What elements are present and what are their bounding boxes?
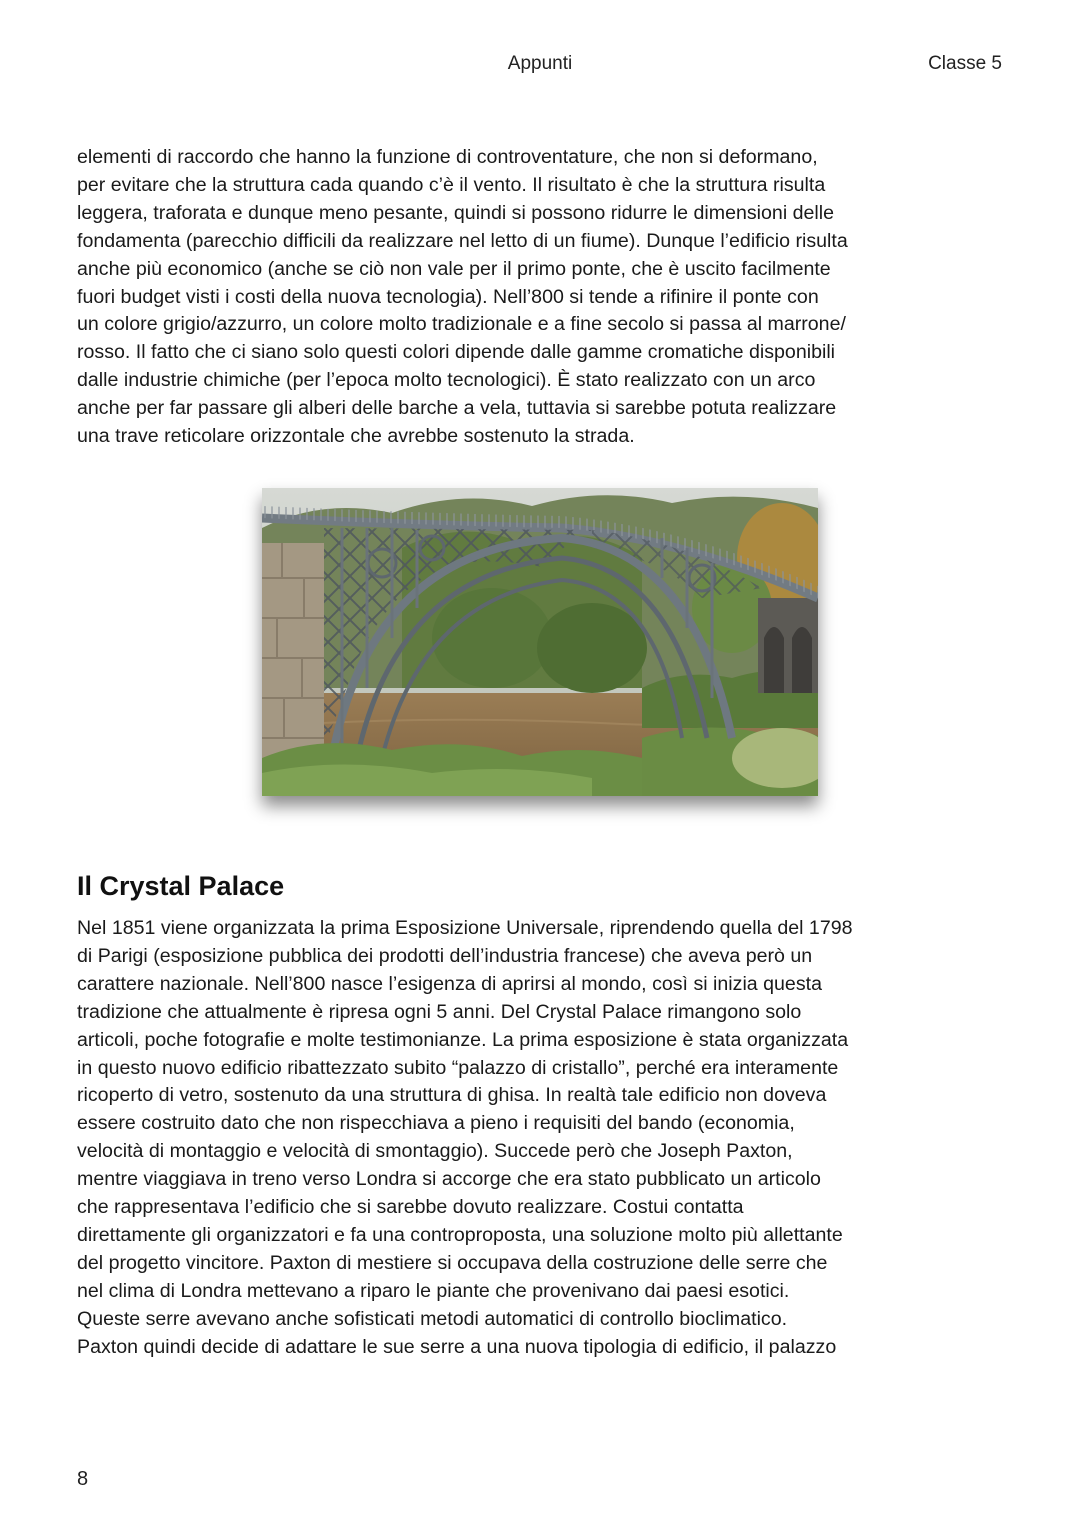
paragraph-bridge bbox=[77, 144, 1007, 451]
text-line: Queste serre avevano anche sofisticati metodi automatici di controllo bioclimatico. bbox=[77, 1307, 788, 1330]
page-number: 8 bbox=[77, 1468, 89, 1490]
header-title: Appunti bbox=[507, 53, 573, 74]
section-title: Il Crystal Palace bbox=[77, 871, 285, 901]
text-line: Paxton quindi decide di adattare le sue serre a una nuova tipologia di edificio, il palazzo bbox=[77, 1335, 837, 1358]
text-line: Nel 1851 viene organizzata la prima Esposizione Universale, riprendendo quella del 1798 bbox=[77, 917, 853, 939]
text-line: carattere nazionale. Nell’800 nasce l’esigenza di aprirsi al mondo, così si inizia questa bbox=[77, 972, 822, 995]
text-line: del progetto vincitore. Paxton di mestiere si occupava della costruzione delle serre che bbox=[77, 1251, 828, 1274]
text-line: essere costruito dato che non rispecchiava a pieno i requisiti del bando (economia, bbox=[77, 1112, 795, 1135]
iron-bridge-photo bbox=[262, 488, 818, 796]
text-line: dalle industrie chimiche (per l’epoca molto tecnologici). È stato realizzato con un arco bbox=[77, 369, 816, 392]
text-line: di Parigi (esposizione pubblica dei prodotti dell’industria francese) che aveva però un bbox=[77, 944, 813, 967]
text-line: anche più economico (anche se ciò non vale per il primo ponte, che è uscito facilmente bbox=[77, 257, 831, 280]
text-line: ricoperto di vetro, sostenuto da una struttura di ghisa. In realtà tale edificio non doveva bbox=[77, 1084, 827, 1107]
text-line: fondamenta (parecchio difficili da realizzare nel letto di un fiume). Dunque l’edificio risulta bbox=[77, 229, 848, 252]
text-line: in questo nuovo edificio ribattezzato subito “palazzo di cristallo”, perché era interamente bbox=[77, 1056, 839, 1079]
text-line: che rappresentava l’edificio che si sarebbe dovuto realizzare. Costui contatta bbox=[77, 1196, 744, 1219]
text-line: mentre viaggiava in treno verso Londra si accorge che era stato pubblicato un articolo bbox=[77, 1168, 821, 1191]
text-line: elementi di raccordo che hanno la funzione di controventature, che non si deformano, bbox=[77, 146, 818, 168]
text-line: una trave reticolare orizzontale che avrebbe sostenuto la strada. bbox=[77, 425, 635, 448]
text-line: tradizione che attualmente è ripresa ogni 5 anni. Del Crystal Palace rimangono solo bbox=[77, 1000, 802, 1023]
text-line: nel clima di Londra mettevano a riparo le piante che provenivano dai paesi esotici. bbox=[77, 1279, 790, 1302]
text-line: rosso. Il fatto che ci siano solo questi colori dipende dalle gamme cromatiche disponibili bbox=[77, 341, 836, 364]
text-line: leggera, traforata e dunque meno pesante, quindi si possono ridurre le dimensioni delle bbox=[77, 201, 835, 224]
text-line: velocità di montaggio e velocità di smontaggio). Succede però che Joseph Paxton, bbox=[77, 1140, 793, 1163]
paragraph-crystal-palace bbox=[77, 915, 1007, 1362]
header-class-label: Classe 5 bbox=[928, 53, 1002, 74]
text-line: direttamente gli organizzatori e fa una controproposta, una soluzione molto più allettante bbox=[77, 1223, 843, 1246]
text-line: fuori budget visti i costi della nuova tecnologia). Nell’800 si tende a rifinire il ponte con bbox=[77, 285, 819, 308]
text-line: per evitare che la struttura cada quando c’è il vento. Il risultato è che la struttura risulta bbox=[77, 173, 826, 196]
iron-bridge-illustration bbox=[262, 488, 818, 796]
text-line: anche per far passare gli alberi delle barche a vela, tuttavia si sarebbe potuta realizzare bbox=[77, 397, 837, 420]
text-line: un colore grigio/azzurro, un colore molto tradizionale e a fine secolo si passa al marrone/ bbox=[77, 313, 846, 336]
text-line: articoli, poche fotografie e molte testimonianze. La prima esposizione è stata organizzata bbox=[77, 1028, 849, 1051]
